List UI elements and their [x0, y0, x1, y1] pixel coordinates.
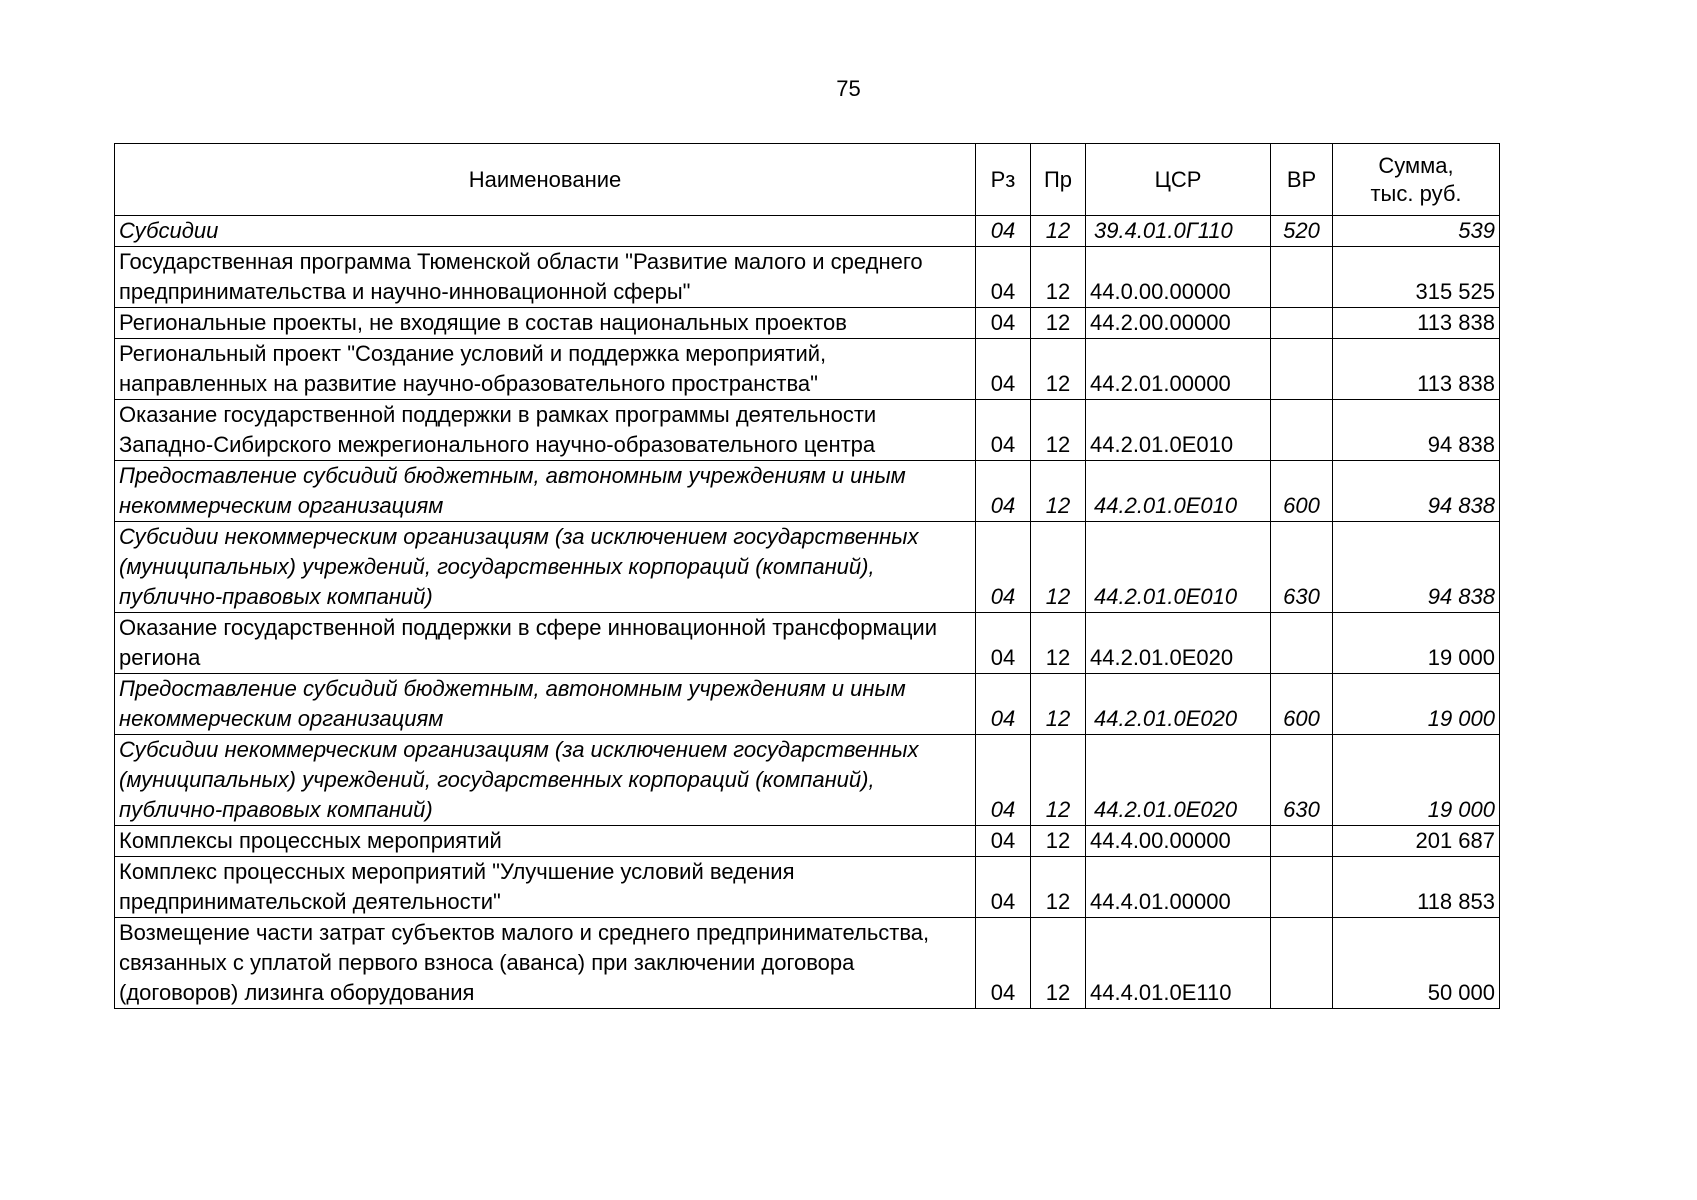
table-row [115, 735, 1500, 826]
cell-name: Комплекс процессных мероприятий "Улучшение условий ведения предпринимательской деятельности" [115, 857, 976, 918]
cell-name: Государственная программа Тюменской области "Развитие малого и среднего предпринимательства и научно-инновационной сферы" [115, 247, 976, 308]
header-name: Наименование [115, 144, 976, 216]
cell-rz: 04 [976, 613, 1031, 674]
header-vr: ВР [1271, 144, 1333, 216]
cell-sum: 113 838 [1333, 308, 1500, 339]
cell-rz: 04 [976, 400, 1031, 461]
cell-vr: 600 [1271, 674, 1333, 735]
table-row [115, 857, 1500, 918]
cell-sum: 19 000 [1333, 613, 1500, 674]
table-row [115, 674, 1500, 735]
cell-csr: 44.2.00.00000 [1086, 308, 1271, 339]
cell-rz: 04 [976, 918, 1031, 1009]
cell-vr [1271, 308, 1333, 339]
cell-name: Оказание государственной поддержки в сфере инновационной трансформации региона [115, 613, 976, 674]
table-header-row [115, 144, 1500, 216]
table-row [115, 308, 1500, 339]
table-row [115, 918, 1500, 1009]
cell-csr: 44.2.01.00000 [1086, 339, 1271, 400]
table-row [115, 339, 1500, 400]
cell-pr: 12 [1031, 400, 1086, 461]
cell-csr: 44.0.00.00000 [1086, 247, 1271, 308]
cell-sum: 94 838 [1333, 461, 1500, 522]
cell-pr: 12 [1031, 339, 1086, 400]
header-rz: Рз [976, 144, 1031, 216]
cell-vr: 630 [1271, 522, 1333, 613]
cell-rz: 04 [976, 461, 1031, 522]
cell-vr: 600 [1271, 461, 1333, 522]
cell-name: Возмещение части затрат субъектов малого и среднего предпринимательства, связанных с уплатой первого взноса (аванса) при заключении договора (договоров) лизинга оборудования [115, 918, 976, 1009]
cell-sum: 50 000 [1333, 918, 1500, 1009]
header-sum-line1: Сумма, [1378, 152, 1454, 178]
cell-pr: 12 [1031, 522, 1086, 613]
cell-csr: 44.2.01.0Е010 [1086, 400, 1271, 461]
cell-sum: 19 000 [1333, 735, 1500, 826]
cell-pr: 12 [1031, 216, 1086, 247]
cell-rz: 04 [976, 857, 1031, 918]
cell-sum: 113 838 [1333, 339, 1500, 400]
cell-vr [1271, 918, 1333, 1009]
cell-vr [1271, 247, 1333, 308]
cell-csr: 44.4.00.00000 [1086, 826, 1271, 857]
cell-name: Субсидии [115, 216, 976, 247]
cell-name: Комплексы процессных мероприятий [115, 826, 976, 857]
cell-pr: 12 [1031, 613, 1086, 674]
cell-rz: 04 [976, 339, 1031, 400]
cell-name: Оказание государственной поддержки в рамках программы деятельности Западно-Сибирского межрегионального научно-образовательного центра [115, 400, 976, 461]
cell-pr: 12 [1031, 308, 1086, 339]
cell-sum: 201 687 [1333, 826, 1500, 857]
cell-sum: 118 853 [1333, 857, 1500, 918]
cell-sum: 19 000 [1333, 674, 1500, 735]
table-row [115, 247, 1500, 308]
header-pr: Пр [1031, 144, 1086, 216]
cell-rz: 04 [976, 735, 1031, 826]
cell-pr: 12 [1031, 918, 1086, 1009]
header-sum [1333, 144, 1500, 216]
cell-pr: 12 [1031, 674, 1086, 735]
cell-rz: 04 [976, 674, 1031, 735]
header-csr: ЦСР [1086, 144, 1271, 216]
cell-rz: 04 [976, 308, 1031, 339]
cell-name: Региональные проекты, не входящие в состав национальных проектов [115, 308, 976, 339]
cell-vr [1271, 400, 1333, 461]
cell-csr: 44.2.01.0Е010 [1086, 522, 1271, 613]
cell-name: Субсидии некоммерческим организациям (за исключением государственных (муниципальных) учреждений, государственных корпораций (компаний), публично-правовых компаний) [115, 522, 976, 613]
table-body [115, 216, 1500, 1009]
budget-table [114, 143, 1500, 1009]
table-row [115, 826, 1500, 857]
cell-name: Предоставление субсидий бюджетным, автономным учреждениям и иным некоммерческим организациям [115, 674, 976, 735]
cell-pr: 12 [1031, 735, 1086, 826]
header-sum-line2: тыс. руб. [1370, 180, 1462, 206]
cell-csr: 44.2.01.0Е020 [1086, 674, 1271, 735]
cell-vr [1271, 339, 1333, 400]
cell-vr: 630 [1271, 735, 1333, 826]
cell-sum: 94 838 [1333, 522, 1500, 613]
cell-csr: 44.2.01.0Е010 [1086, 461, 1271, 522]
cell-pr: 12 [1031, 461, 1086, 522]
cell-rz: 04 [976, 216, 1031, 247]
table-row [115, 216, 1500, 247]
table-row [115, 522, 1500, 613]
cell-vr [1271, 857, 1333, 918]
table-row [115, 400, 1500, 461]
cell-pr: 12 [1031, 247, 1086, 308]
cell-rz: 04 [976, 522, 1031, 613]
table-row [115, 461, 1500, 522]
cell-rz: 04 [976, 247, 1031, 308]
cell-sum: 94 838 [1333, 400, 1500, 461]
cell-pr: 12 [1031, 857, 1086, 918]
cell-csr: 44.2.01.0Е020 [1086, 735, 1271, 826]
page-number: 75 [836, 76, 861, 101]
cell-name: Предоставление субсидий бюджетным, автономным учреждениям и иным некоммерческим организациям [115, 461, 976, 522]
cell-pr: 12 [1031, 826, 1086, 857]
cell-name: Субсидии некоммерческим организациям (за исключением государственных (муниципальных) учреждений, государственных корпораций (компаний), публично-правовых компаний) [115, 735, 976, 826]
cell-csr: 44.4.01.00000 [1086, 857, 1271, 918]
table-row [115, 613, 1500, 674]
cell-vr [1271, 613, 1333, 674]
cell-sum: 315 525 [1333, 247, 1500, 308]
cell-vr [1271, 826, 1333, 857]
cell-csr: 44.2.01.0Е020 [1086, 613, 1271, 674]
cell-vr: 520 [1271, 216, 1333, 247]
cell-csr: 44.4.01.0Е110 [1086, 918, 1271, 1009]
cell-name: Региональный проект "Создание условий и поддержка мероприятий, направленных на развитие научно-образовательного пространства" [115, 339, 976, 400]
cell-csr: 39.4.01.0Г110 [1086, 216, 1271, 247]
cell-sum: 539 [1333, 216, 1500, 247]
cell-rz: 04 [976, 826, 1031, 857]
